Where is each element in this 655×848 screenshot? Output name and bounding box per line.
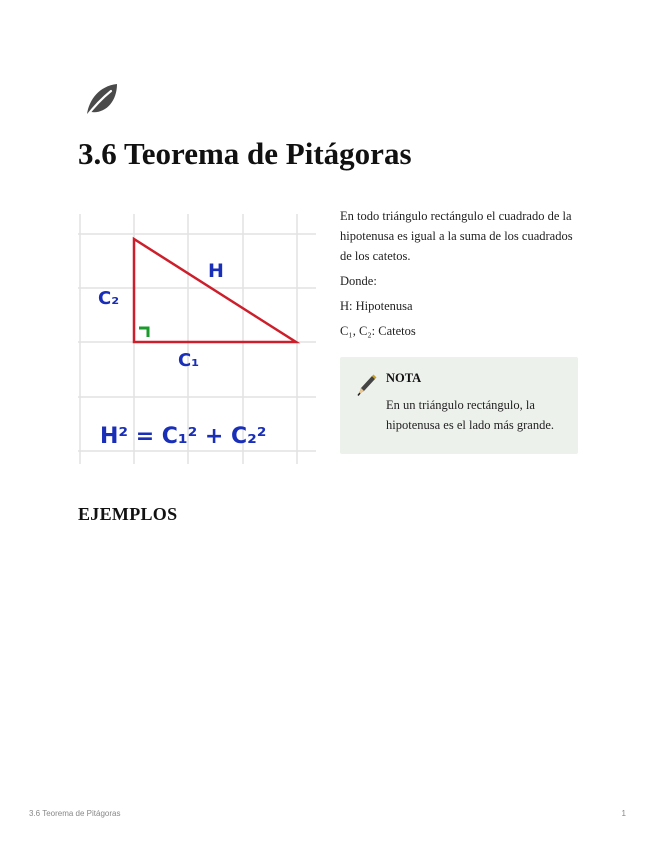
pencil-icon: [355, 373, 377, 397]
definition-h: H: Hipotenusa: [340, 299, 413, 313]
note-body: En un triángulo rectángulo, la hipotenusa es el lado más grande.: [386, 398, 555, 432]
page-number: 1: [621, 809, 626, 818]
donde-label: Donde:: [340, 274, 377, 288]
leaf-icon: [81, 80, 121, 120]
section-heading: EJEMPLOS: [78, 504, 178, 524]
right-triangle: [134, 239, 296, 342]
pythagoras-figure: [78, 214, 316, 466]
footer-title: 3.6 Teorema de Pitágoras: [29, 809, 121, 818]
note-title: NOTA: [386, 371, 422, 385]
definition-text: [340, 206, 578, 346]
right-angle-mark: [139, 328, 148, 337]
label-c1: C₁: [178, 350, 200, 371]
definition-paragraph: En todo triángulo rectángulo el cuadrado de la hipotenusa es igual a la suma de los cuadrados de los catetos.: [340, 209, 573, 263]
note-box: [340, 357, 578, 454]
label-h: H: [208, 260, 224, 282]
label-c2: C₂: [98, 288, 120, 309]
page-title: 3.6 Teorema de Pitágoras: [78, 136, 412, 171]
formula: H² = C₁² + C₂²: [100, 424, 267, 449]
definition-c: C₁, C₂: Catetos: [340, 324, 416, 338]
